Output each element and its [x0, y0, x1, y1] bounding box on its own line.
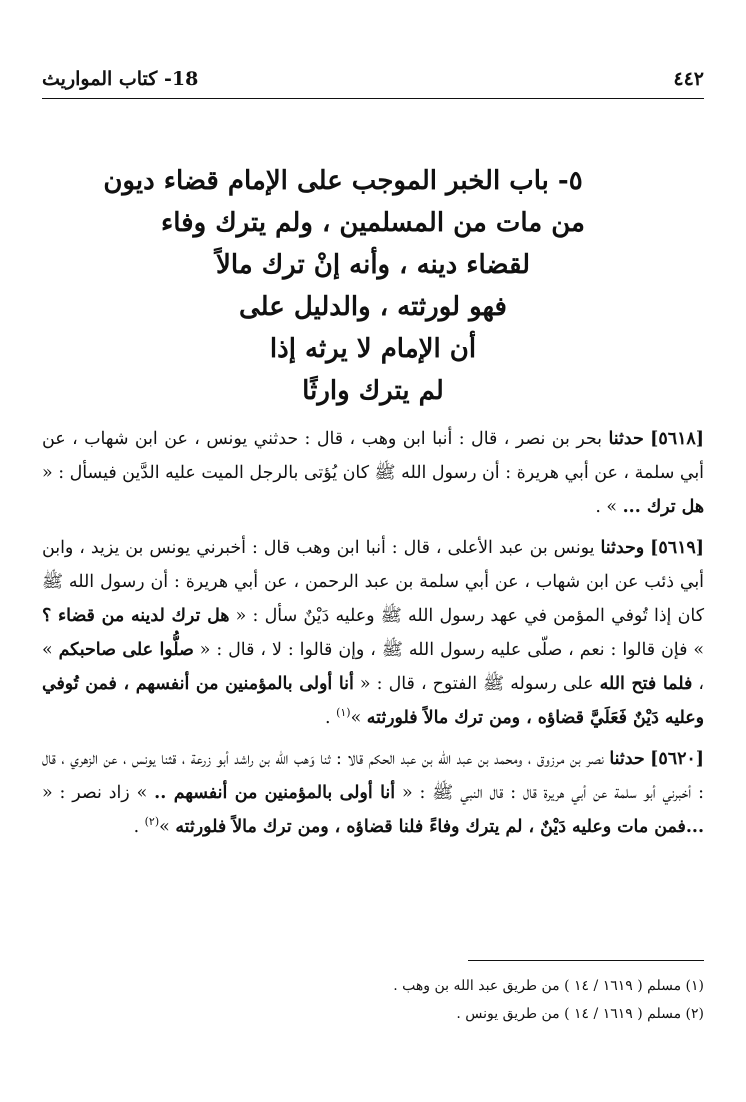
- prophetic-quote: فلما فتح الله: [599, 674, 693, 694]
- hadith-paragraph: [42, 742, 704, 844]
- hadith-number: [٥٦١٨]: [650, 429, 704, 449]
- hadith-paragraph: [42, 531, 704, 735]
- page-header: [42, 64, 704, 99]
- chapter-heading-line: أن الإمام لا يرثه إذا: [269, 334, 477, 364]
- footnote-ref: (٢): [144, 815, 160, 829]
- running-title: 18- كتاب المواريث: [42, 68, 199, 90]
- footnote: (٢) مسلم ( ١٦١٩ / ١٤ ) من طريق يونس .: [456, 1006, 704, 1022]
- hadith-paragraph: [42, 422, 704, 524]
- footnotes: [42, 972, 704, 1028]
- chapter-heading-line: فهو لورثته ، والدليل على: [239, 292, 507, 322]
- narration-lead: حدثنا: [608, 429, 644, 449]
- chapter-heading: [90, 160, 656, 412]
- prophetic-quote: أنا أولى بالمؤمنين من أنفسهم ، فمن تُوفي وعليه دَيْنٌ فَعَلَيَّ قضاؤه ، ومن ترك مالاً فلورثته: [42, 674, 704, 728]
- narration-lead: حدثنا: [609, 749, 645, 769]
- prophetic-quote: أنا أولى بالمؤمنين من أنفسهم ..: [154, 783, 396, 803]
- footnote-ref: (١): [336, 706, 351, 720]
- narration-text: .: [325, 708, 337, 728]
- chapter-heading-line: ٥- باب الخبر الموجب على الإمام قضاء ديون: [103, 166, 583, 196]
- prophetic-quote: هل ترك لدينه من قضاء ؟: [42, 606, 230, 626]
- prophetic-quote: هل ترك ...: [622, 497, 704, 517]
- narration-text: .: [133, 817, 145, 837]
- narration-text: نصر بن مرزوق ، ومحمد بن عبد الله بن عبد الحكم قالا : ثنا وَهب الله بن راشد أبو زرعة ، قثنا يونس ، عن الزهري ، قال : أخبرني أبو سلمة عن أبي هريرة قال : قال النبي ﷺ : «: [42, 749, 704, 803]
- narration-text: »: [159, 817, 176, 837]
- footnote: (١) مسلم ( ١٦١٩ / ١٤ ) من طريق عبد الله بن وهب .: [393, 978, 704, 994]
- narration-text: يونس بن عبد الأعلى ، قال : أنبا ابن وهب قال : أخبرني يونس بن يزيد ، وابن أبي ذئب عن ابن شهاب ، عن أبي سلمة بن عبد الرحمن ، عن أبي هريرة : أن رسول الله ﷺ كان إذا تُوفي المؤمن في عهد رسول الله ﷺ وعليه دَيْنٌ سأل : «: [42, 538, 704, 626]
- narration-text: بحر بن نصر ، قال : أنبا ابن وهب ، قال : حدثني يونس ، عن ابن شهاب ، عن أبي سلمة ، عن أبي هريرة : أن رسول الله ﷺ كان يُؤتى بالرجل الميت عليه الدَّين فيسأل : «: [42, 429, 704, 483]
- footnote-divider: [468, 960, 704, 961]
- narration-lead: وحدثنا: [600, 538, 645, 558]
- chapter-heading-line: لم يترك وارثًا: [302, 376, 444, 406]
- hadith-number: [٥٦٢٠]: [650, 749, 704, 769]
- prophetic-quote: ...فمن مات وعليه دَيْنٌ ، لم يترك وفاءً فلنا قضاؤه ، ومن ترك مالاً فلورثته: [175, 817, 704, 837]
- chapter-heading-line: لقضاء دينه ، وأنه إنْ ترك مالاً: [215, 250, 531, 280]
- hadith-list: [42, 422, 704, 851]
- narration-text: » زاد نصر : «: [42, 783, 155, 803]
- narration-text: »: [350, 708, 367, 728]
- chapter-heading-line: من مات من المسلمين ، ولم يترك وفاء: [161, 208, 585, 238]
- prophetic-quote: صلُّوا على صاحبكم: [58, 640, 194, 660]
- narration-text: على رسوله ﷺ الفتوح ، قال : «: [353, 674, 600, 694]
- narration-text: » فإن قالوا : نعم ، صلّى عليه رسول الله ﷺ ، وإن قالوا : لا ، قال : «: [193, 640, 704, 660]
- hadith-number: [٥٦١٩]: [650, 538, 704, 558]
- narration-text: » .: [595, 497, 623, 517]
- narration-text: » ،: [42, 640, 704, 694]
- page-number: ٤٤٢: [673, 68, 704, 90]
